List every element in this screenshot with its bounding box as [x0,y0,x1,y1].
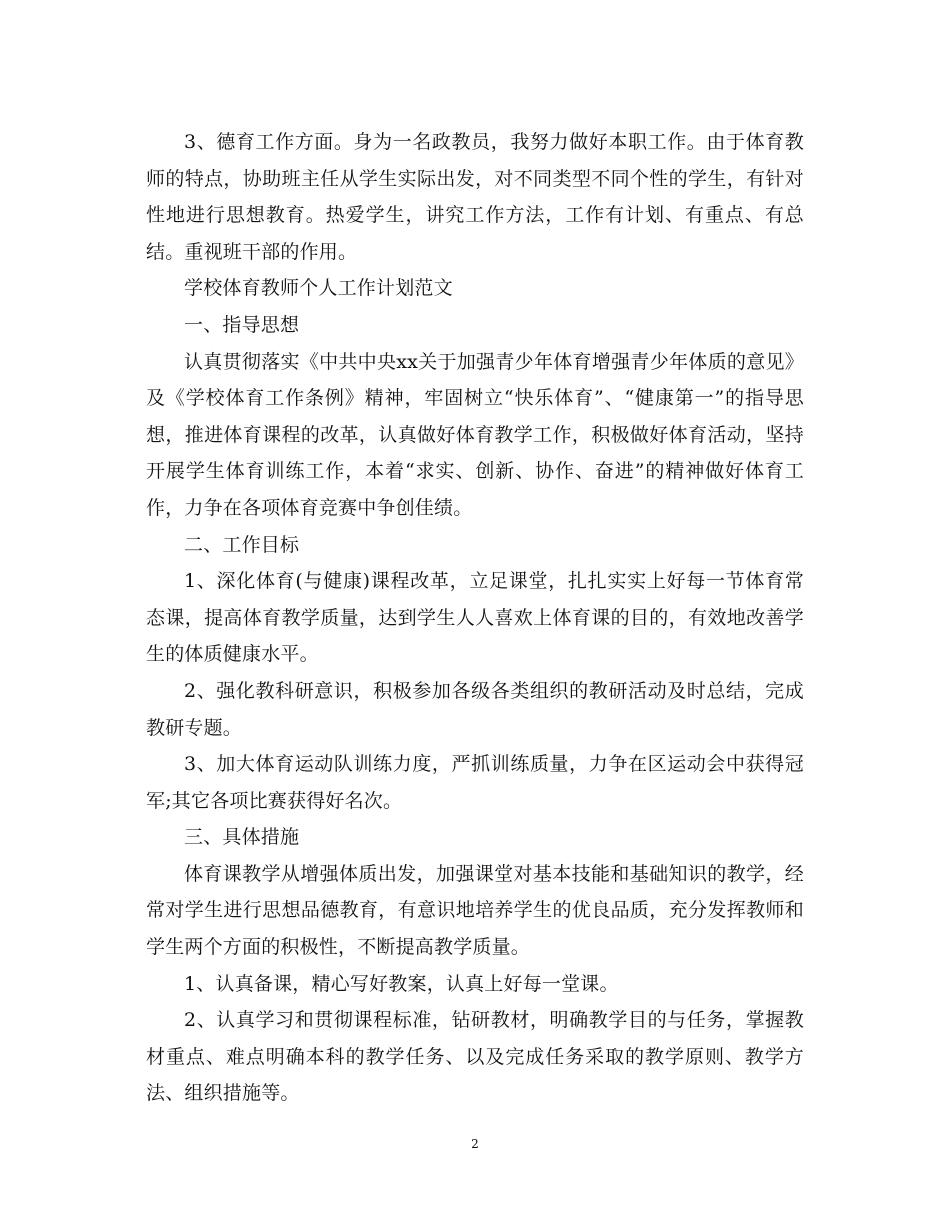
section-heading-guiding-ideology: 一、指导思想 [184,313,300,336]
paragraph-measure-1: 1、认真备课，精心写好教案，认真上好每一堂课。 [184,972,619,995]
document-body [146,124,804,1112]
paragraph-measures-intro: 体育课教学从增强体质出发，加强课堂对基本技能和基础知识的教学，经常对学生进行思想品德教育，有意识地培养学生的优良品质，充分发挥教师和学生两个方面的积极性，不断提高教学质量。 [146,862,804,959]
paragraph-goal-1: 1、深化体育(与健康)课程改革，立足课堂，扎扎实实上好每一节体育常态课，提高体育教学质量，达到学生人人喜欢上体育课的目的，有效地改善学生的体质健康水平。 [146,570,804,666]
paragraph-guiding-ideology: 认真贯彻落实《中共中央xx关于加强青少年体育增强青少年体质的意见》及《学校体育工作条例》精神，牢固树立“快乐体育”、“健康第一”的指导思想，推进体育课程的改革，认真做好体育教学工作，积极做好体育活动，坚持开展学生体育训练工作，本着“求实、创新、协作、奋进”的精神做好体育工作，力争在各项体育竞赛中争创佳绩。 [146,350,804,519]
paragraph-goal-2: 2、强化教科研意识，积极参加各级各类组织的教研活动及时总结，完成教研专题。 [146,679,804,739]
section-heading-specific-measures: 三、具体措施 [184,826,300,849]
document-title: 学校体育教师个人工作计划范文 [184,277,453,300]
section-heading-work-goals: 二、工作目标 [184,533,300,556]
paragraph-goal-3: 3、加大体育运动队训练力度，严抓训练质量，力争在区运动会中获得冠军;其它各项比赛获得好名次。 [146,753,804,812]
paragraph-moral-education: 3、德育工作方面。身为一名政教员，我努力做好本职工作。由于体育教师的特点，协助班主任从学生实际出发，对不同类型不同个性的学生，有针对性地进行思想教育。热爱学生，讲究工作方法，工作有计划、有重点、有总结。重视班干部的作用。 [146,131,804,263]
page-number: 2 [471,1137,479,1151]
paragraph-measure-2: 2、认真学习和贯彻课程标准，钻研教材，明确教学目的与任务，掌握教材重点、难点明确本科的教学任务、以及完成任务采取的教学原则、教学方法、组织措施等。 [146,1009,804,1105]
